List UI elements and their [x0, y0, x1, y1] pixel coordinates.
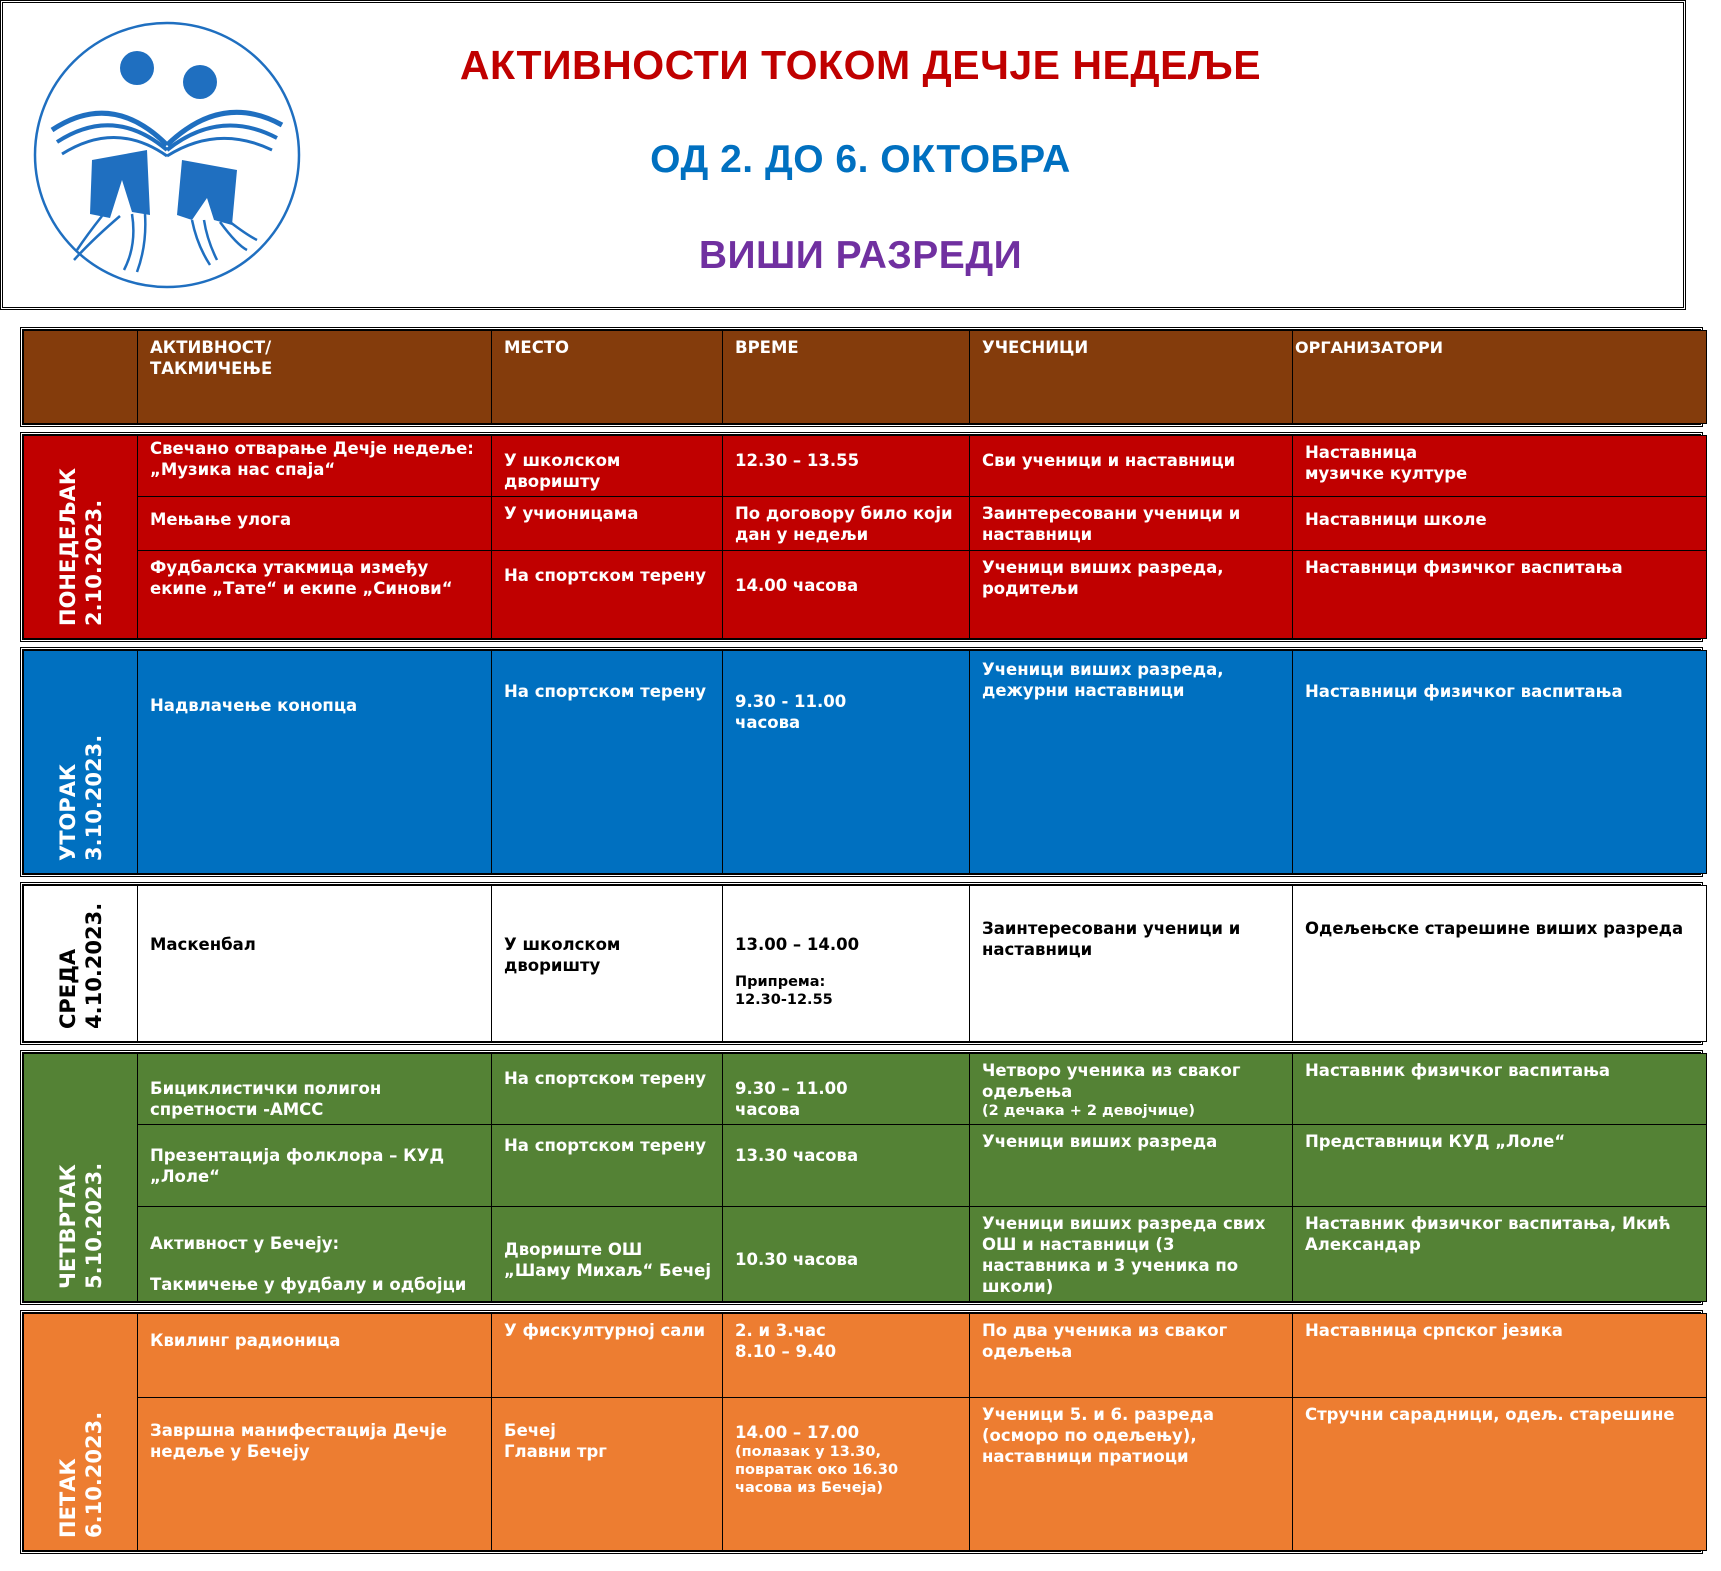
day-label-cell — [24, 651, 138, 874]
day-label: УТОРАК 3.10.2023. — [55, 734, 106, 861]
day-block-tuesday — [20, 647, 1703, 877]
place-cell: Бечеј Главни трг — [492, 1398, 723, 1551]
day-block-wednesday — [20, 882, 1703, 1045]
day-label: ПЕТАК 6.10.2023. — [55, 1411, 106, 1538]
time-note: Припрема: 12.30-12.55 — [735, 974, 833, 1008]
header-cell-organizers: ОРГАНИЗАТОРИ — [1293, 331, 1707, 424]
activity-extra: Такмичење у фудбалу и одбојци — [150, 1275, 467, 1294]
time-note: (полазак у 13.30, повратак око 16.30 часова из Бечеја) — [735, 1444, 899, 1496]
participants-cell: Ученици виших разреда — [970, 1125, 1293, 1207]
activity-cell: Фудбалска утакмица између екипе „Тате“ и екипе „Синови“ — [138, 551, 492, 639]
participants-note: (2 дечака + 2 девојчице) — [982, 1103, 1196, 1119]
column-header-table — [23, 330, 1707, 424]
header-box — [0, 0, 1686, 310]
participants-cell: Сви ученици и наставници — [970, 436, 1293, 497]
activity-cell: Бициклистички полигон спретности -АМСС — [138, 1054, 492, 1125]
place-cell: На спортском терену — [492, 551, 723, 639]
page-title: АКТИВНОСТИ ТОКОМ ДЕЧЈЕ НЕДЕЉЕ — [459, 42, 1262, 88]
header-cell-participants: УЧЕСНИЦИ — [970, 331, 1293, 424]
activity-cell: Маскенбал — [138, 886, 492, 1042]
organizers-cell: Наставници школе — [1293, 497, 1707, 551]
organizers-cell: Наставник физичког васпитања — [1293, 1054, 1707, 1125]
day-table-wednesday — [23, 885, 1707, 1042]
day-label-cell — [24, 886, 138, 1042]
header-cell-time: ВРЕМЕ — [723, 331, 970, 424]
header-cell-day — [24, 331, 138, 424]
activity-cell — [138, 1207, 492, 1302]
organizers-cell: Одељењске старешине виших разреда — [1293, 886, 1707, 1042]
place-cell: У школском дворишту — [492, 886, 723, 1042]
time-cell: 2. и 3.час 8.10 – 9.40 — [723, 1314, 970, 1398]
activity-cell: Свечано отварање Дечје недеље: „Музика нас спаја“ — [138, 436, 492, 497]
participants-cell: Ученици 5. и 6. разреда (осморо по одељењу), наставници пратиоци — [970, 1398, 1293, 1551]
participants-cell: Заинтересовани ученици и наставници — [970, 497, 1293, 551]
day-label: ЧЕТВРТАК 5.10.2023. — [55, 1162, 106, 1289]
place-cell: У учионицама — [492, 497, 723, 551]
day-table-monday — [23, 435, 1707, 639]
participants-cell: Ученици виших разреда, дежурни наставници — [970, 651, 1293, 874]
activity-value: Активност у Бечеју: — [150, 1234, 340, 1253]
organizers-cell: Стручни сарадници, одељ. старешине — [1293, 1398, 1707, 1551]
day-block-thursday — [20, 1050, 1703, 1305]
day-label: СРЕДА 4.10.2023. — [55, 902, 106, 1029]
time-cell — [723, 886, 970, 1042]
place-cell: Двориште ОШ „Шаму Михаљ“ Бечеј — [492, 1207, 723, 1302]
time-cell: 13.30 часова — [723, 1125, 970, 1207]
day-table-thursday — [23, 1053, 1707, 1302]
place-cell: На спортском терену — [492, 1054, 723, 1125]
participants-value: Четворо ученика из сваког одељења — [982, 1061, 1241, 1101]
participants-cell: Заинтересовани ученици и наставници — [970, 886, 1293, 1042]
time-value: 14.00 – 17.00 — [735, 1423, 860, 1442]
day-label-cell — [24, 436, 138, 639]
activity-cell: Мењање улога — [138, 497, 492, 551]
day-label-cell — [24, 1054, 138, 1302]
place-cell: На спортском терену — [492, 651, 723, 874]
time-cell — [723, 1398, 970, 1551]
page-subtitle-dates: ОД 2. ДО 6. ОКТОБРА — [650, 138, 1071, 181]
participants-cell — [970, 1054, 1293, 1125]
day-block-monday — [20, 432, 1703, 642]
organizers-cell: Представници КУД „Лоле“ — [1293, 1125, 1707, 1207]
activity-cell: Надвлачење конопца — [138, 651, 492, 874]
activity-cell: Квилинг радионица — [138, 1314, 492, 1398]
column-header-block — [20, 327, 1703, 427]
participants-cell: Ученици виших разреда, родитељи — [970, 551, 1293, 639]
page-subtitle-grade: ВИШИ РАЗРЕДИ — [698, 234, 1023, 277]
place-cell: У школском дворишту — [492, 436, 723, 497]
day-table-tuesday — [23, 650, 1707, 874]
time-cell: 12.30 – 13.55 — [723, 436, 970, 497]
participants-cell: По два ученика из сваког одељења — [970, 1314, 1293, 1398]
activity-cell: Завршна манифестација Дечје недеље у Бечеју — [138, 1398, 492, 1551]
header-cell-place: МЕСТО — [492, 331, 723, 424]
organizers-cell: Наставници физичког васпитања — [1293, 551, 1707, 639]
header-cell-activity: АКТИВНОСТ/ ТАКМИЧЕЊЕ — [138, 331, 492, 424]
day-label-cell — [24, 1314, 138, 1551]
time-cell: 10.30 часова — [723, 1207, 970, 1302]
participants-cell: Ученици виших разреда свих ОШ и наставници (3 наставника и 3 ученика по школи) — [970, 1207, 1293, 1302]
day-table-friday — [23, 1313, 1707, 1551]
day-label: ПОНЕДЕЉАК 2.10.2023. — [55, 467, 106, 626]
activity-cell: Презентација фолклора – КУД „Лоле“ — [138, 1125, 492, 1207]
time-cell: 9.30 - 11.00 часова — [723, 651, 970, 874]
organizers-cell: Наставница српског језика — [1293, 1314, 1707, 1398]
time-cell: 14.00 часова — [723, 551, 970, 639]
day-block-friday — [20, 1310, 1703, 1554]
time-value: 13.00 – 14.00 — [735, 935, 860, 954]
time-cell: 9.30 – 11.00 часова — [723, 1054, 970, 1125]
place-cell: У фискултурној сали — [492, 1314, 723, 1398]
organizers-cell: Наставници физичког васпитања — [1293, 651, 1707, 874]
time-cell: По договору било који дан у недељи — [723, 497, 970, 551]
organizers-cell: Наставник физичког васпитања, Икић Александар — [1293, 1207, 1707, 1302]
place-cell: На спортском терену — [492, 1125, 723, 1207]
organizers-cell: Наставница музичке културе — [1293, 436, 1707, 497]
